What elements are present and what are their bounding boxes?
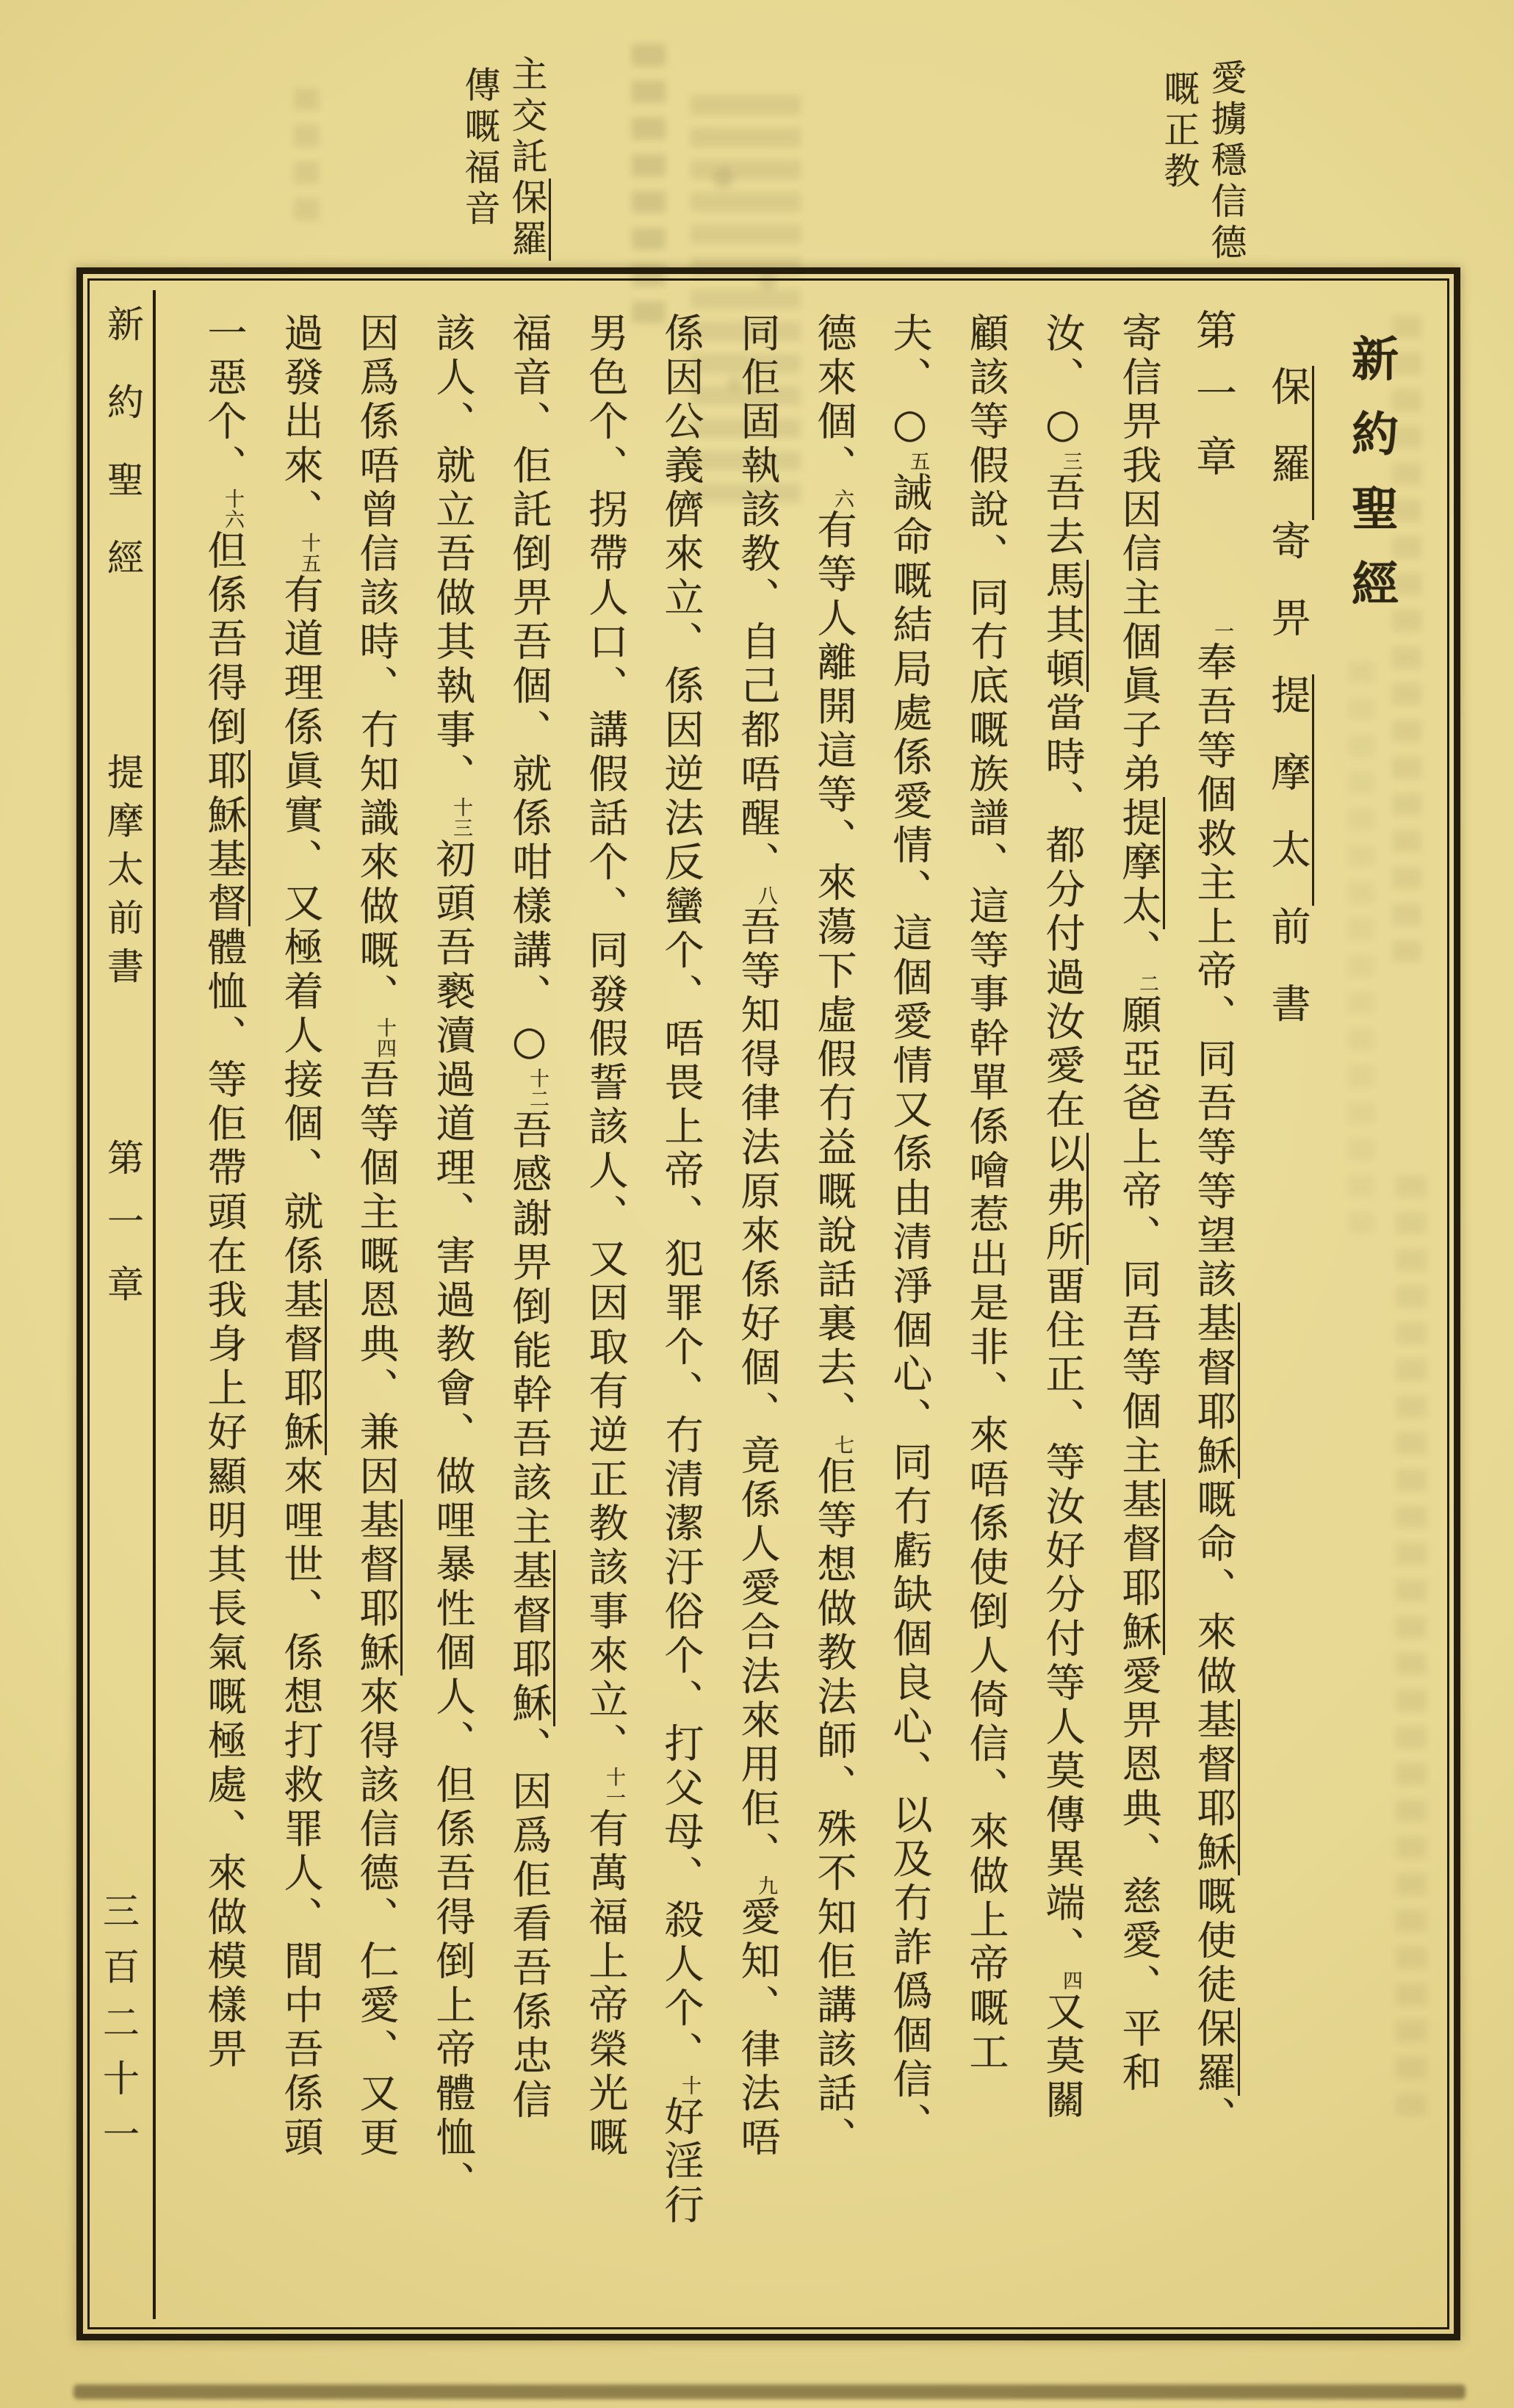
margin-note-center-line1: 主交託保羅	[502, 55, 545, 290]
verse-number: 十二	[526, 1068, 549, 1109]
text-column-11: 該人、就立吾做其執事、十三初頭吾褻瀆過道理、害過教會、做哩暴性個人、但係吾得倒上帝體恤、	[430, 312, 476, 2205]
verse-number: 十	[678, 2075, 701, 2096]
verse-number: 十一	[602, 1767, 625, 1808]
verse-number: 七	[831, 1435, 854, 1455]
verse-number: 三	[1059, 451, 1082, 472]
verse-number: 一	[1211, 621, 1233, 641]
text-column-3: 汝、○三吾去馬其頓當時、都分付過汝愛在以弗所畱住正、等汝好分付等人莫傳異端、四又莫關	[1031, 312, 1082, 2331]
verse-number: 十五	[298, 533, 320, 574]
text-column-14: 一惡个、十六但係吾得倒耶穌基督體恤、等佢帶頭在我身上好顯明其長氣嘅極處、來做模樣畀	[192, 312, 244, 2331]
text-column-6: 德來個、六有等人離開這等、來蕩下虛假冇益嘅說話裏去、七佢等想做教法師、殊不知佢講該話、	[811, 312, 857, 2160]
proper-name: 保羅	[1191, 2008, 1240, 2096]
verse-number: 六	[831, 489, 854, 509]
proper-name: 基督耶穌	[1191, 1302, 1240, 1479]
chapter-heading: 第一章	[1189, 309, 1237, 498]
text-column-12: 因爲係唔曾信該時、冇知識來做嘅、十四吾等個主嘅恩典、兼因基督耶穌來得該信德、仁愛、又更	[345, 312, 396, 2331]
proper-name: 基督耶穌	[506, 1550, 555, 1726]
text-column-10: 福音、佢託倒畀吾個、就係咁樣講、○十二吾感謝畀倒能幹吾該主基督耶穌、因爲佢看吾係忠信	[497, 312, 549, 2331]
text-column-9: 男色个、拐帶人口、講假話个、同發假誓該人、又因取有逆正教該事來立、十一有萬福上帝榮光嘅	[583, 312, 629, 2160]
verse-number: 九	[754, 1875, 777, 1896]
text-column-2: 寄信畀我因信主個眞子弟提摩太、二願亞爸上帝、同吾等個主基督耶穌愛畀恩典、慈愛、平和	[1107, 312, 1158, 2331]
margin-note-center-line2: 傳嘅福音	[459, 66, 501, 231]
book-title: 新約聖經	[1344, 334, 1399, 634]
next-page-edge-shadow	[73, 2384, 1466, 2399]
text-column-8: 係因公義儕來立、係因逆法反蠻个、唔畏上帝、犯罪个、冇清潔汙俗个、打父母、殺人个、十好淫行	[658, 312, 704, 2228]
text-column-5: 夫、○五誡命嘅結局處係愛情、這個愛情又係由清淨個心、同冇虧缺個良心、以及冇詐僞個信、	[887, 312, 933, 2146]
running-title-chapter: 第一章	[101, 1139, 144, 1328]
proper-name: 保羅	[1265, 366, 1314, 520]
margin-note-right-line1: 愛擄穩信德	[1205, 59, 1247, 264]
margin-note-right-line2: 嘅正教	[1158, 70, 1200, 193]
proper-name: 提摩太	[1265, 674, 1314, 906]
text-column-13: 過發出來、十五有道理係眞實、又極着人接個、就係基督耶穌來哩世、係想打救罪人、間中吾係頭	[269, 312, 320, 2331]
text-column-7: 同佢固執該教、自己都唔醒、八吾等知得律法原來係好個、竟係人愛合法來用佢、九愛知、律法唔	[735, 312, 781, 2160]
column-divider-rule	[153, 290, 156, 2319]
proper-name: 基督耶穌	[1191, 1699, 1240, 1875]
text-column-4: 顧該等假說、同冇底嘅族譜、這等事幹單係噲惹出是非、來唔係使倒人倚信、來做上帝嘅工	[963, 312, 1009, 2075]
epistle-title: 保羅寄畀提摩太前書	[1259, 366, 1308, 1137]
verse-number: 十六	[221, 489, 244, 530]
proper-name: 以弗所	[1039, 1133, 1089, 1265]
bleedthrough-smudge	[294, 88, 319, 235]
proper-name: 基督耶穌	[353, 1499, 403, 1676]
proper-name: 馬其頓	[1039, 560, 1089, 692]
proper-name: 保羅	[506, 179, 551, 261]
verse-number: 八	[754, 885, 777, 906]
proper-name: 基督耶穌	[278, 1279, 327, 1455]
proper-name: 耶穌基督	[201, 750, 250, 926]
verse-number: 十三	[450, 797, 472, 838]
page-number: 三百二十一	[97, 1892, 140, 2171]
running-title-epistle: 提摩太前書	[101, 753, 144, 995]
proper-name: 提摩太	[1116, 797, 1165, 929]
verse-number: 十四	[373, 1017, 396, 1059]
verse-number: 五	[906, 451, 929, 472]
verse-number: 四	[1059, 1970, 1082, 1991]
proper-name: 基督耶穌	[1116, 1479, 1165, 1655]
running-title-book: 新約聖經	[101, 305, 144, 616]
verse-number: 二	[1136, 973, 1158, 994]
text-column-1: 一奉吾等個救主上帝、同吾等等望該基督耶穌嘅命、來做基督耶穌嘅使徒保羅、	[1182, 621, 1233, 2329]
